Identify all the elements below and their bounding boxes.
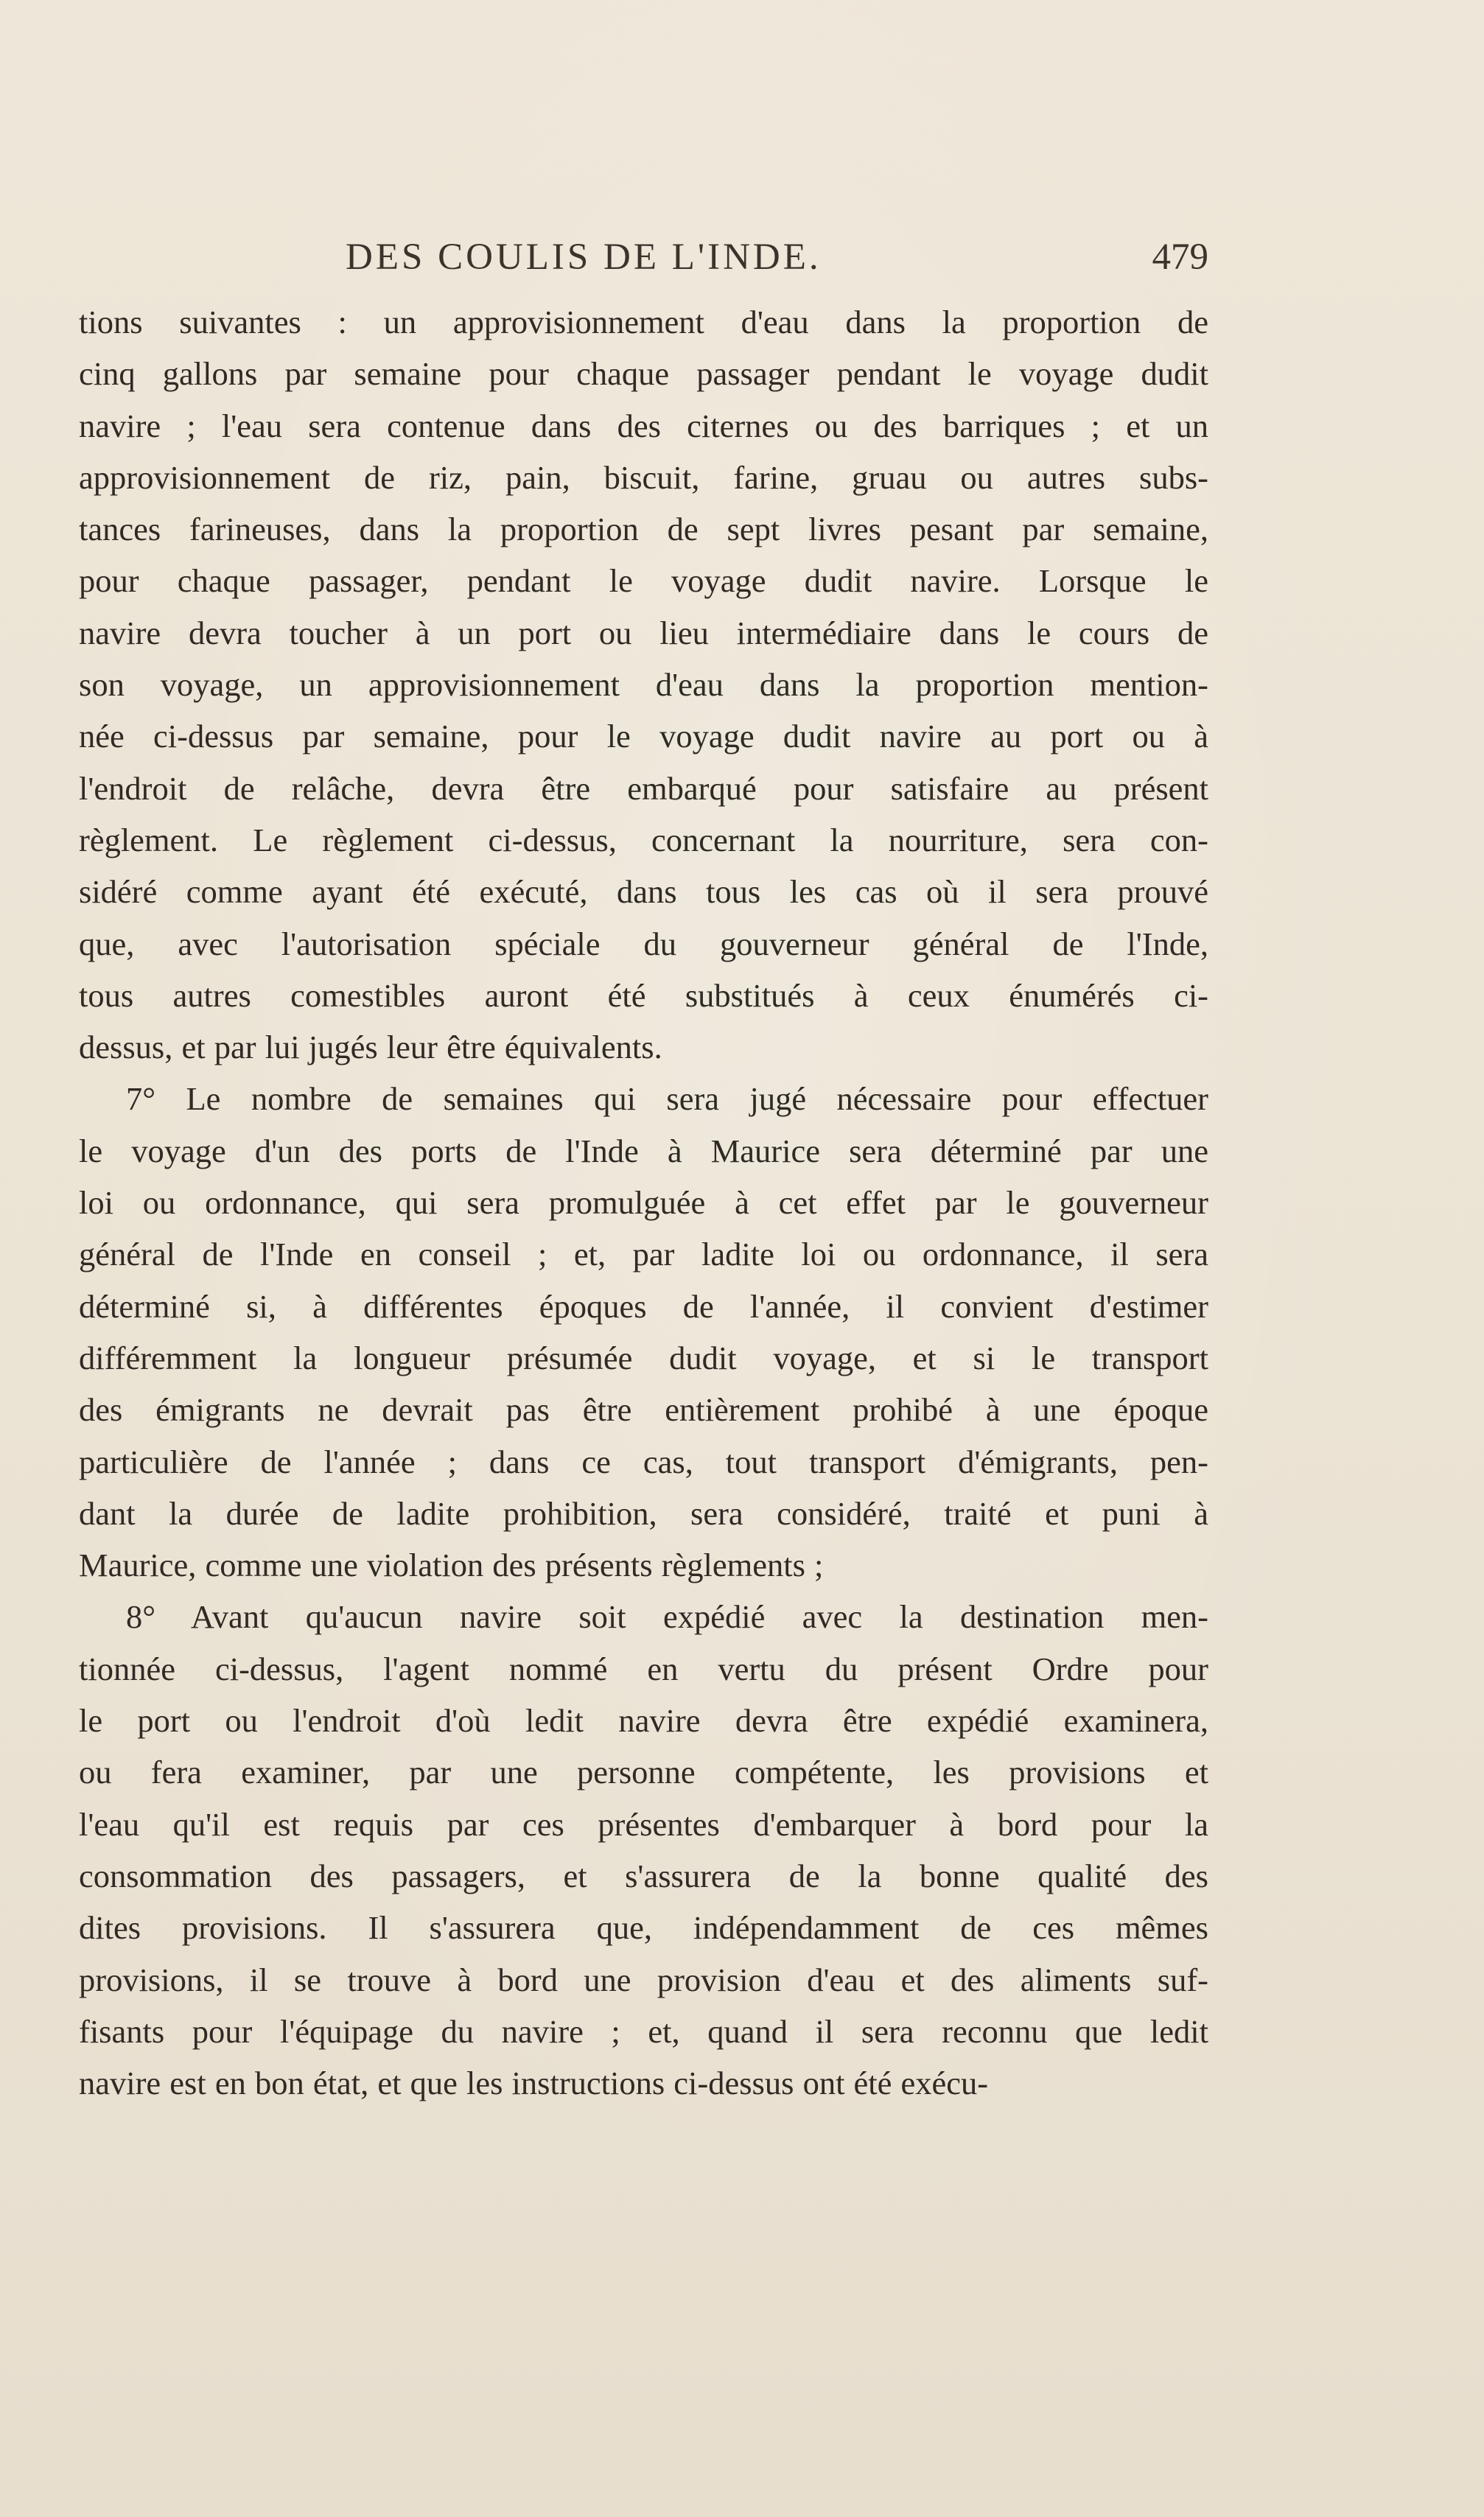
text-line: particulière de l'année ; dans ce cas, tout transport d'émigrants, pen- [79,1443,1208,1480]
text-line: sidéré comme ayant été exécuté, dans tous les cas où il sera prouvé [79,873,1208,911]
text-line: loi ou ordonnance, qui sera promulguée à cet effet par le gouverneur [79,1184,1208,1222]
text-line: son voyage, un approvisionnement d'eau dans la proportion mention- [79,666,1208,704]
text-line: l'eau qu'il est requis par ces présentes d'embarquer à bord pour la [79,1805,1208,1843]
paragraph [79,1591,1208,2109]
text-line: dites provisions. Il s'assurera que, indépendamment de ces mêmes [79,1909,1208,1947]
text-line: 7° Le nombre de semaines qui sera jugé nécessaire pour effectuer [126,1080,1208,1118]
text-line: née ci-dessus par semaine, pour le voyage dudit navire au port ou à [79,718,1208,755]
paragraph [79,1073,1208,1591]
text-line: des émigrants ne devrait pas être entièrement prohibé à une époque [79,1391,1208,1429]
text-line: tances farineuses, dans la proportion de sept livres pesant par semaine, [79,511,1208,548]
body-text [79,296,1208,2109]
text-line: déterminé si, à différentes époques de l'année, il convient d'estimer [79,1287,1208,1325]
text-line: tionnée ci-dessus, l'agent nommé en vertu du présent Ordre pour [79,1650,1208,1687]
text-line: tions suivantes : un approvisionnement d'eau dans la proportion de [79,304,1208,340]
text-line: le voyage d'un des ports de l'Inde à Maurice sera déterminé par une [79,1132,1208,1169]
text-block [79,228,1208,2109]
text-line: approvisionnement de riz, pain, biscuit, farine, gruau ou autres subs- [79,458,1208,496]
text-line: navire devra toucher à un port ou lieu intermédiaire dans le cours de [79,614,1208,651]
text-line: fisants pour l'équipage du navire ; et, quand il sera reconnu que ledit [79,2012,1208,2050]
text-line: tous autres comestibles auront été substitués à ceux énumérés ci- [79,976,1208,1014]
text-line: cinq gallons par semaine pour chaque passager pendant le voyage dudit [79,355,1208,393]
running-head [79,228,1208,286]
text-line: consommation des passagers, et s'assurera de la bonne qualité des [79,1857,1208,1894]
page-number: 479 [1152,237,1208,278]
text-line: dant la durée de ladite prohibition, sera considéré, traité et puni à [79,1494,1208,1532]
text-line: règlement. Le règlement ci-dessus, concernant la nourriture, sera con- [79,821,1208,858]
running-head-title: DES COULIS DE L'INDE. [346,237,822,278]
text-line: navire est en bon état, et que les instructions ci-dessus ont été exécu- [79,2065,989,2102]
text-line: l'endroit de relâche, devra être embarqué pour satisfaire au présent [79,769,1208,807]
text-line: 8° Avant qu'aucun navire soit expédié avec la destination men- [126,1598,1208,1636]
paragraph [79,296,1208,1073]
text-line: navire ; l'eau sera contenue dans des citernes ou des barriques ; et un [79,407,1208,444]
text-line: provisions, il se trouve à bord une provision d'eau et des aliments suf- [79,1961,1208,1998]
text-line: le port ou l'endroit d'où ledit navire devra être expédié examinera, [79,1702,1208,1740]
text-line: général de l'Inde en conseil ; et, par ladite loi ou ordonnance, il sera [79,1236,1208,1273]
text-line: différemment la longueur présumée dudit voyage, et si le transport [79,1339,1208,1376]
text-line: ou fera examiner, par une personne compétente, les provisions et [79,1754,1208,1791]
text-line: pour chaque passager, pendant le voyage dudit navire. Lorsque le [79,562,1208,600]
text-line: dessus, et par lui jugés leur être équivalents. [79,1029,662,1066]
text-line: Maurice, comme une violation des présents règlements ; [79,1547,824,1584]
text-line: que, avec l'autorisation spéciale du gouverneur général de l'Inde, [79,925,1208,962]
